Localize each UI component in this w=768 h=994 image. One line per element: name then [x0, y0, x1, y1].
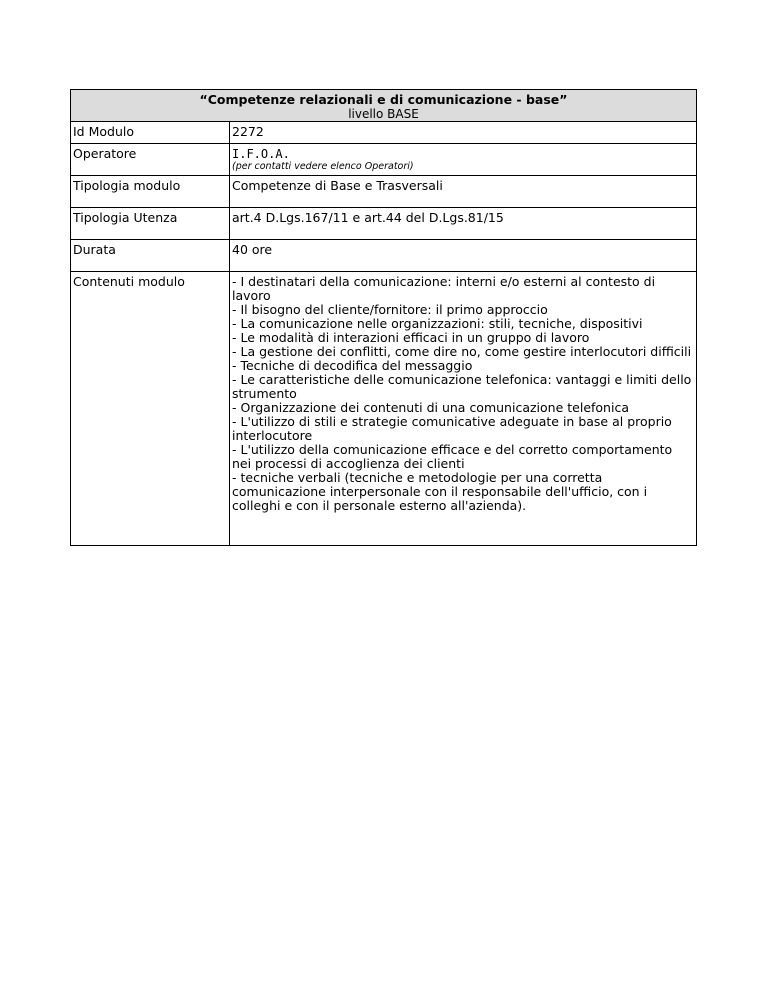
value-tipologia-utenza: art.4 D.Lgs.167/11 e art.44 del D.Lgs.81/15	[230, 208, 697, 240]
row-durata	[71, 240, 697, 272]
content-item: - Il bisogno del cliente/fornitore: il primo approccio	[232, 302, 548, 317]
value-tipologia-modulo: Competenze di Base e Trasversali	[230, 176, 697, 208]
header-row	[71, 90, 697, 122]
row-id-modulo	[71, 122, 697, 144]
label-contenuti-modulo: Contenuti modulo	[71, 272, 230, 546]
label-tipologia-utenza: Tipologia Utenza	[71, 208, 230, 240]
value-id-modulo: 2272	[230, 122, 697, 144]
module-table	[70, 89, 697, 546]
content-item: - L'utilizzo di stili e strategie comunicative adeguate in base al proprio interlocutore	[232, 414, 672, 443]
content-item: - Organizzazione dei contenuti di una comunicazione telefonica	[232, 400, 629, 415]
content-item: - L'utilizzo della comunicazione efficace e del corretto comportamento nei processi di accoglienza dei clienti	[232, 442, 673, 471]
label-tipologia-modulo: Tipologia modulo	[71, 176, 230, 208]
label-durata: Durata	[71, 240, 230, 272]
content-item: - Tecniche di decodifica del messaggio	[232, 358, 473, 373]
module-title: “Competenze relazionali e di comunicazione - base”	[199, 92, 568, 107]
module-level: livello BASE	[348, 107, 419, 121]
label-operatore: Operatore	[71, 144, 230, 176]
value-contenuti-modulo	[230, 272, 697, 546]
content-item: - I destinatari della comunicazione: interni e/o esterni al contesto di lavoro	[232, 274, 656, 303]
label-id-modulo: Id Modulo	[71, 122, 230, 144]
content-item: - Le caratteristiche delle comunicazione telefonica: vantaggi e limiti dello strumento	[232, 372, 692, 401]
value-operatore	[230, 144, 697, 176]
row-contenuti-modulo	[71, 272, 697, 546]
content-item: - tecniche verbali (tecniche e metodologie per una corretta comunicazione interpersonale con il responsabile dell'ufficio, con i colleghi e con il personale esterno all'azienda).	[232, 470, 648, 513]
content-item: - La comunicazione nelle organizzazioni: stili, tecniche, dispositivi	[232, 316, 643, 331]
header-cell	[71, 90, 697, 122]
operatore-name: I.F.O.A.	[232, 147, 290, 161]
row-tipologia-utenza	[71, 208, 697, 240]
row-tipologia-modulo	[71, 176, 697, 208]
operatore-note: (per contatti vedere elenco Operatori)	[232, 161, 414, 172]
content-item: - La gestione dei conflitti, come dire no, come gestire interlocutori difficili	[232, 344, 692, 359]
value-durata: 40 ore	[230, 240, 697, 272]
content-item: - Le modalità di interazioni efficaci in un gruppo di lavoro	[232, 330, 590, 345]
row-operatore	[71, 144, 697, 176]
